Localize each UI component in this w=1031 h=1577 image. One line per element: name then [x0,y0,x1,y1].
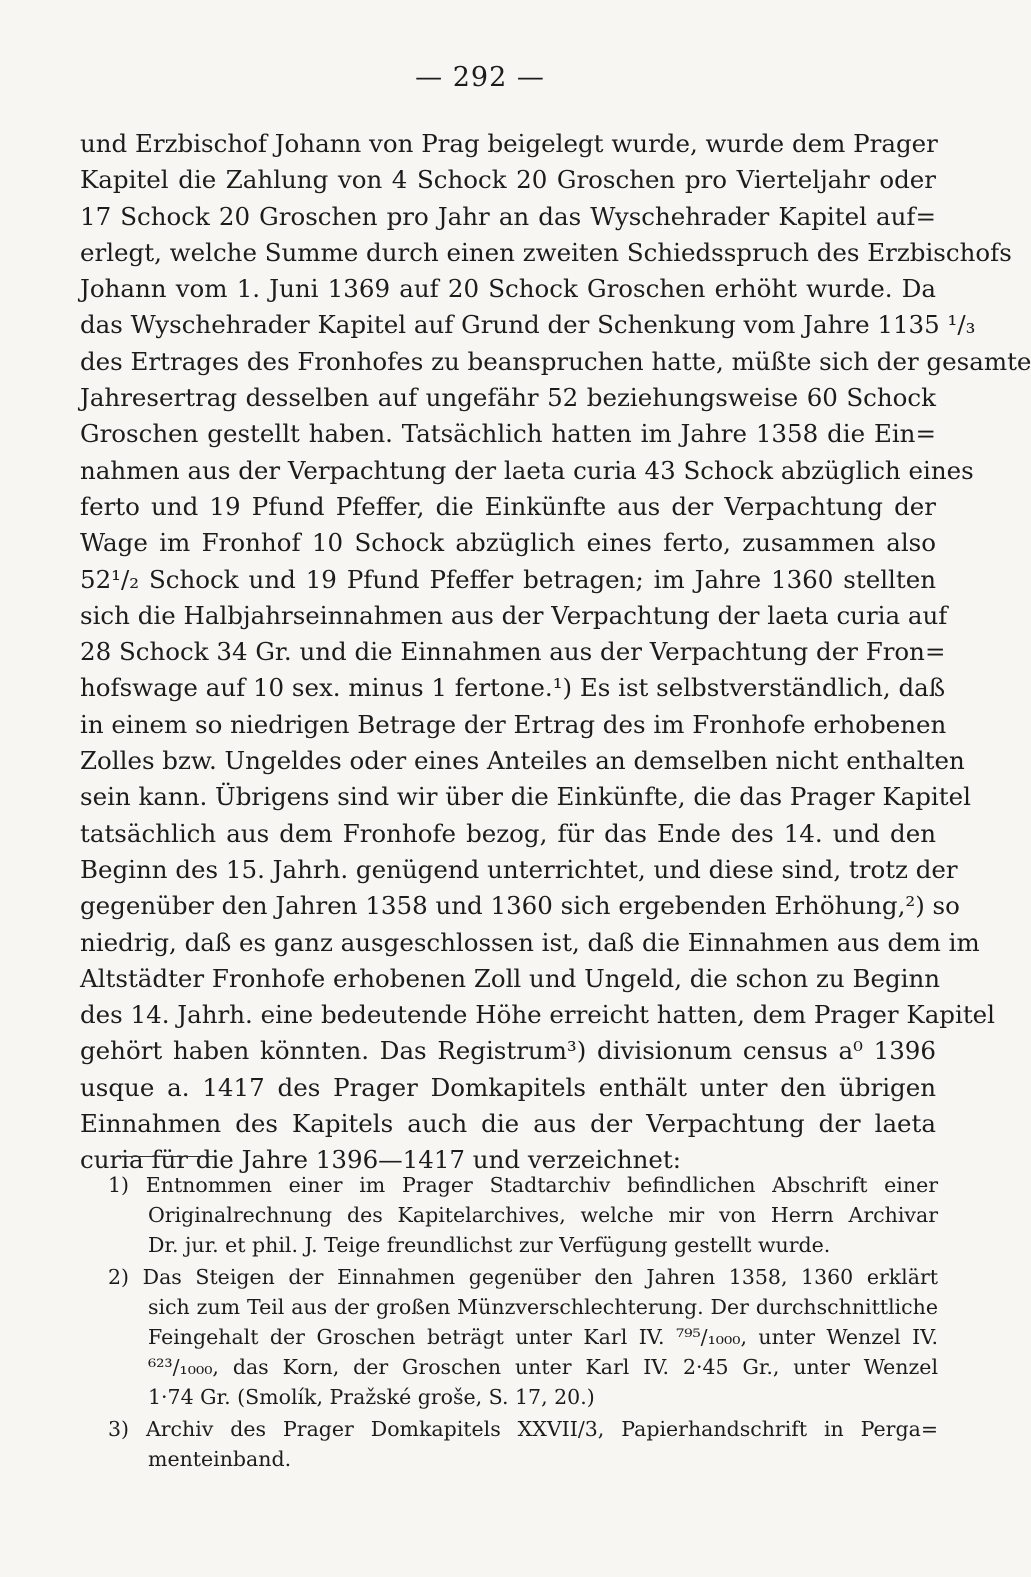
footnote-line: 3) Archiv des Prager Domkapitels XXVII/3, Papierhandschrift in Perga= [108,1417,938,1441]
body-line: 17 Schock 20 Groschen pro Jahr an das Wyschehrader Kapitel auf= [80,201,936,231]
body-line: curia für die Jahre 1396—1417 und verzeichnet: [80,1145,681,1175]
body-line: Zolles bzw. Ungeldes oder eines Anteiles an demselben nicht enthalten [80,746,965,776]
footnote-line: 1·74 Gr. (Smolík, Pražské groše, S. 17, 20.) [148,1385,595,1409]
body-line: Johann vom 1. Juni 1369 auf 20 Schock Groschen erhöht wurde. Da [80,274,936,304]
body-line: Groschen gestellt haben. Tatsächlich hatten im Jahre 1358 die Ein= [80,419,936,449]
body-line: sich die Halbjahrseinnahmen aus der Verpachtung der laeta curia auf [80,600,948,630]
body-line: niedrig, daß es ganz ausgeschlossen ist, daß die Einnahmen aus dem im [80,927,980,957]
body-line: ferto und 19 Pfund Pfeffer, die Einkünfte aus der Verpachtung der [80,491,936,521]
body-line: und Erzbischof Johann von Prag beigelegt wurde, wurde dem Prager [80,129,938,158]
footnotes [108,1170,938,1474]
footnote [108,1262,938,1412]
footnote [108,1170,938,1260]
footnote-separator [116,1156,216,1157]
body-line: Kapitel die Zahlung von 4 Schock 20 Groschen pro Vierteljahr oder [80,165,936,195]
footnote [108,1414,938,1474]
body-line: Wage im Fronhof 10 Schock abzüglich eines ferto, zusammen also [80,528,936,558]
page-number: — 292 — [415,62,545,93]
footnote-line: 2) Das Steigen der Einnahmen gegenüber den Jahren 1358, 1360 erklärt [108,1265,938,1289]
body-line: 28 Schock 34 Gr. und die Einnahmen aus der Verpachtung der Fron= [80,637,946,667]
body-line: Beginn des 15. Jahrh. genügend unterrichtet, und diese sind, trotz der [80,854,958,884]
body-line: sein kann. Übrigens sind wir über die Einkünfte, die das Prager Kapitel [80,782,971,812]
body-line: des 14. Jahrh. eine bedeutende Höhe erreicht hatten, dem Prager Kapitel [80,1000,996,1030]
footnote-line: Originalrechnung des Kapitelarchives, welche mir von Herrn Archivar [148,1203,938,1227]
footnote-line: ⁶²³/₁₀₀₀, das Korn, der Groschen unter Karl IV. 2·45 Gr., unter Wenzel [148,1355,938,1379]
body-line: Altstädter Fronhofe erhobenen Zoll und Ungeld, die schon zu Beginn [80,963,941,993]
body-line: 52¹/₂ Schock und 19 Pfund Pfeffer betragen; im Jahre 1360 stellten [80,564,936,594]
body-text [80,126,1031,1179]
footnote-line: Dr. jur. et phil. J. Teige freundlichst zur Verfügung gestellt wurde. [148,1233,831,1257]
body-line: hofswage auf 10 sex. minus 1 fertone.¹) Es ist selbstverständlich, daß [80,673,946,703]
body-line: Einnahmen des Kapitels auch die aus der Verpachtung der laeta [80,1109,936,1139]
footnote-line: menteinband. [148,1447,292,1471]
body-line: nahmen aus der Verpachtung der laeta curia 43 Schock abzüglich eines [80,455,974,485]
body-line: usque a. 1417 des Prager Domkapitels enthält unter den übrigen [80,1072,936,1102]
footnote-line: Feingehalt der Groschen beträgt unter Karl IV. ⁷⁹⁵/₁₀₀₀, unter Wenzel IV. [148,1325,938,1349]
body-line: gehört haben könnten. Das Registrum³) divisionum census a⁰ 1396 [80,1036,936,1066]
footnote-line: sich zum Teil aus der großen Münzverschlechterung. Der durchschnittliche [148,1295,938,1319]
body-line: tatsächlich aus dem Fronhofe bezog, für das Ende des 14. und den [80,818,936,848]
body-line: in einem so niedrigen Betrage der Ertrag des im Fronhofe erhobenen [80,709,947,739]
body-line: das Wyschehrader Kapitel auf Grund der Schenkung vom Jahre 1135 ¹/₃ [80,310,976,340]
body-line: erlegt, welche Summe durch einen zweiten Schiedsspruch des Erzbischofs [80,237,1012,267]
body-line: des Ertrages des Fronhofes zu beanspruchen hatte, müßte sich der gesamte [80,346,1031,376]
body-line: Jahresertrag desselben auf ungefähr 52 beziehungsweise 60 Schock [80,383,936,413]
body-line: gegenüber den Jahren 1358 und 1360 sich ergebenden Erhöhung,²) so [80,891,960,921]
footnote-line: 1) Entnommen einer im Prager Stadtarchiv befindlichen Abschrift einer [108,1173,938,1197]
